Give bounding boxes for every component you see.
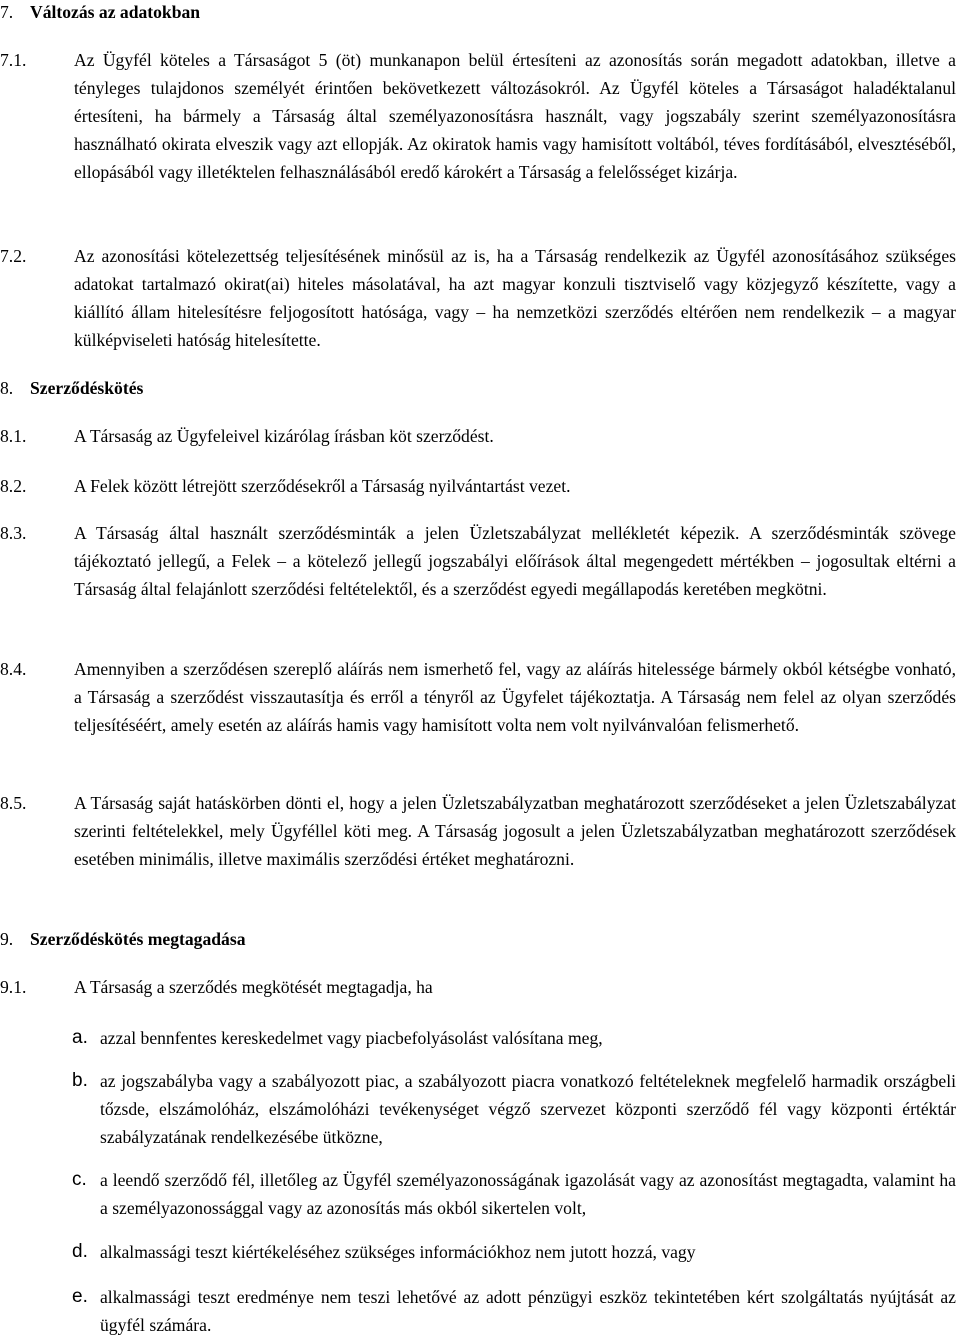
list-item-text: alkalmassági teszt kiértékeléséhez szükséges információkhoz nem jutott hozzá, vagy <box>100 1242 696 1262</box>
paragraph-text: A Társaság az Ügyfeleivel kizárólag írásban köt szerződést. <box>74 426 494 446</box>
paragraph-text: A Társaság saját hatáskörben dönti el, hogy a jelen Üzletszabályzatban meghatározott szerződéseket a jelen Üzletszabályzat szerinti feltételekkel, mely Ügyféllel köti meg. A Társaság jogosult a jelen Üzletszabályzatban meghatározott szerződések esetében minimális, illetve maximális szerződési értéket meghatározni. <box>74 793 956 869</box>
section-title: Változás az adatokban <box>30 2 201 22</box>
paragraph-number: 8.5. <box>0 793 27 813</box>
section-title: Szerződéskötés megtagadása <box>30 929 246 949</box>
paragraph-number: 8.3. <box>0 523 27 543</box>
list-item-text: alkalmassági teszt eredménye nem teszi lehetővé az adott pénzügyi eszköz tekintetében kért szolgáltatás nyújtását az ügyfél számára. <box>100 1287 956 1335</box>
list-item-d <box>72 1238 956 1266</box>
list-item-e <box>72 1283 956 1339</box>
list-item-label: e. <box>72 1286 88 1307</box>
section-number: 9. <box>0 929 14 949</box>
section-heading-8 <box>0 374 956 402</box>
section-heading-9 <box>0 925 956 953</box>
list-item-text: az jogszabályba vagy a szabályozott piac, a szabályozott piacra vonatkozó feltételeknek megfelelő harmadik országbeli tőzsde, elszámolóház, elszámolóházi tevékenységet végző szervezet központi szerződő fél vagy központi értéktár szabályzatának rendelkezésébe ütközne, <box>100 1071 956 1147</box>
section-title: Szerződéskötés <box>30 378 144 398</box>
paragraph-8-3 <box>0 519 956 603</box>
list-item-text: a leendő szerződő fél, illetőleg az Ügyfél személyazonosságának igazolását vagy az azonosítást megtagadta, valamint ha a személyazonossággal vagy az azonosítás más okból sikertelen volt, <box>100 1170 956 1218</box>
paragraph-text: Amennyiben a szerződésen szereplő aláírás nem ismerhető fel, vagy az aláírás hitelessége bármely okból kétségbe vonható, a Társaság a szerződést visszautasítja és erről a tényről az Ügyfelet tájékoztatja. A Társaság nem felel az olyan szerződés teljesítéséért, amely esetén az aláírás hamis vagy hamisított volta nem volt nyilvánvalóan felismerhető. <box>74 659 956 735</box>
paragraph-text: Az Ügyfél köteles a Társaságot 5 (öt) munkanapon belül értesíteni az azonosítás során megadott adatokban, illetve a tényleges tulajdonos személyét érintően bekövetkezett változásokról. Az Ügyfél köteles a Társaságot haladéktalanul értesíteni, ha bármely a Társaság által személyazonosításra használt, vagy jogszabály szerint személyazonosításra használható okirata elveszik vagy azt ellopják. Az okiratok hamis vagy hamisított voltából, téves fordításából, elvesztéséből, ellopásából vagy illetéktelen felhasználásából eredő károkért a Társaság a felelősséget kizárja. <box>74 50 956 182</box>
paragraph-8-5 <box>0 789 956 873</box>
list-item-c <box>72 1166 956 1222</box>
list-item-text: azzal bennfentes kereskedelmet vagy piacbefolyásolást valósítana meg, <box>100 1028 603 1048</box>
section-number: 7. <box>0 2 14 22</box>
paragraph-7-2 <box>0 242 956 354</box>
list-item-label: b. <box>72 1070 88 1091</box>
paragraph-number: 8.1. <box>0 426 27 446</box>
paragraph-number: 7.1. <box>0 50 27 70</box>
paragraph-8-1 <box>0 422 956 450</box>
list-item-label: c. <box>72 1169 87 1190</box>
section-number: 8. <box>0 378 14 398</box>
list-item-label: d. <box>72 1241 88 1262</box>
paragraph-text: Az azonosítási kötelezettség teljesítésének minősül az is, ha a Társaság rendelkezik az Ügyfél azonosításához szükséges adatokat tartalmazó okirat(ai) hiteles másolatával, ha azt magyar konzuli tisztviselő vagy közjegyző készítette, vagy a kiállító állam hitelesítésre feljogosított hatósága, vagy – ha nemzetközi szerződés eltérően nem rendelkezik – a magyar külképviseleti hatóság hitelesítette. <box>74 246 956 350</box>
paragraph-text: A Társaság által használt szerződésminták a jelen Üzletszabályzat mellékletét képezik. A szerződésminták szövege tájékoztató jellegű, a Felek – a kötelező jellegű jogszabályi előírások által megengedett mértékben – jogosultak eltérni a Társaság által felajánlott szerződési feltételektől, és a szerződést egyedi megállapodás keretében megkötni. <box>74 523 956 599</box>
paragraph-number: 8.4. <box>0 659 27 679</box>
paragraph-8-4 <box>0 655 956 739</box>
list-item-label: a. <box>72 1027 88 1048</box>
paragraph-7-1 <box>0 46 956 186</box>
paragraph-9-1 <box>0 973 956 1001</box>
section-heading-7 <box>0 0 956 26</box>
paragraph-text: A Felek között létrejött szerződésekről a Társaság nyilvántartást vezet. <box>74 476 571 496</box>
paragraph-number: 8.2. <box>0 476 27 496</box>
paragraph-number: 9.1. <box>0 977 27 997</box>
paragraph-text: A Társaság a szerződés megkötését megtagadja, ha <box>74 977 433 997</box>
list-item-a <box>72 1024 956 1052</box>
list-item-b <box>72 1067 956 1151</box>
paragraph-number: 7.2. <box>0 246 27 266</box>
paragraph-8-2 <box>0 472 956 500</box>
